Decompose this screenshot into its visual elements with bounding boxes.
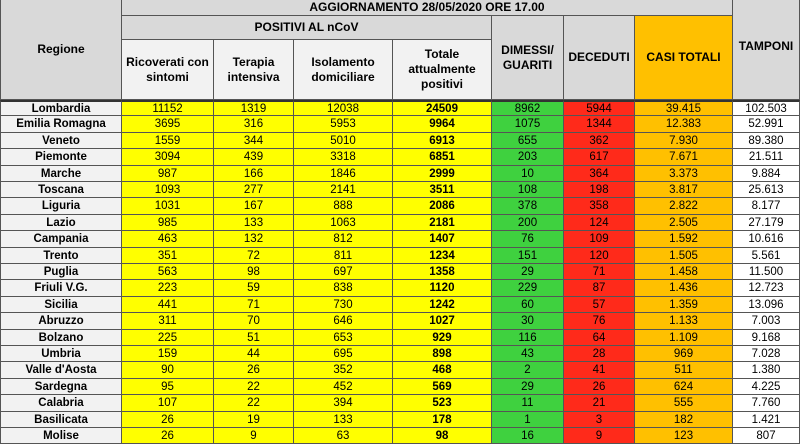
cell-casi: 1.505 — [635, 248, 733, 264]
header-positivi-group: POSITIVI AL nCoV — [122, 16, 492, 40]
region-name: Puglia — [0, 264, 122, 280]
region-name: Valle d'Aosta — [0, 362, 122, 379]
cell-ricoverati: 563 — [122, 264, 214, 280]
cell-tamponi: 7.003 — [733, 313, 800, 330]
cell-totale: 2086 — [393, 198, 492, 215]
cell-tamponi: 4.225 — [733, 379, 800, 395]
cell-tamponi: 8.177 — [733, 198, 800, 215]
cell-isolamento: 888 — [294, 198, 393, 215]
cell-totale: 1242 — [393, 297, 492, 313]
cell-totale: 523 — [393, 395, 492, 412]
cell-totale: 6851 — [393, 149, 492, 166]
cell-tamponi: 1.421 — [733, 412, 800, 428]
cell-totale: 98 — [393, 428, 492, 444]
cell-dimessi: 200 — [492, 215, 564, 231]
region-name: Piemonte — [0, 149, 122, 166]
cell-tamponi: 21.511 — [733, 149, 800, 166]
cell-deceduti: 198 — [564, 182, 635, 198]
cell-terapia: 1319 — [214, 100, 294, 116]
cell-totale: 898 — [393, 346, 492, 362]
cell-dimessi: 116 — [492, 330, 564, 346]
cell-deceduti: 3 — [564, 412, 635, 428]
region-name: Toscana — [0, 182, 122, 198]
cell-totale: 9964 — [393, 116, 492, 133]
header-terapia: Terapia intensiva — [214, 40, 294, 100]
cell-casi: 1.592 — [635, 231, 733, 248]
cell-dimessi: 29 — [492, 264, 564, 280]
cell-tamponi: 13.096 — [733, 297, 800, 313]
cell-ricoverati: 95 — [122, 379, 214, 395]
cell-ricoverati: 3094 — [122, 149, 214, 166]
cell-tamponi: 807 — [733, 428, 800, 444]
cell-isolamento: 5010 — [294, 133, 393, 149]
cell-dimessi: 43 — [492, 346, 564, 362]
cell-isolamento: 812 — [294, 231, 393, 248]
region-name: Trento — [0, 248, 122, 264]
cell-terapia: 166 — [214, 166, 294, 182]
cell-deceduti: 358 — [564, 198, 635, 215]
cell-ricoverati: 11152 — [122, 100, 214, 116]
region-name: Lazio — [0, 215, 122, 231]
cell-deceduti: 87 — [564, 280, 635, 297]
cell-tamponi: 11.500 — [733, 264, 800, 280]
header-totale: Totale attualmente positivi — [393, 40, 492, 100]
cell-dimessi: 2 — [492, 362, 564, 379]
cell-casi: 7.671 — [635, 149, 733, 166]
region-name: Basilicata — [0, 412, 122, 428]
cell-deceduti: 71 — [564, 264, 635, 280]
cell-isolamento: 452 — [294, 379, 393, 395]
cell-tamponi: 10.616 — [733, 231, 800, 248]
cell-terapia: 277 — [214, 182, 294, 198]
cell-ricoverati: 1031 — [122, 198, 214, 215]
region-name: Umbria — [0, 346, 122, 362]
header-ricoverati: Ricoverati con sintomi — [122, 40, 214, 100]
cell-deceduti: 9 — [564, 428, 635, 444]
cell-casi: 1.109 — [635, 330, 733, 346]
cell-totale: 1027 — [393, 313, 492, 330]
cell-deceduti: 76 — [564, 313, 635, 330]
cell-terapia: 9 — [214, 428, 294, 444]
cell-casi: 1.359 — [635, 297, 733, 313]
header-isolamento: Isolamento domiciliare — [294, 40, 393, 100]
cell-dimessi: 29 — [492, 379, 564, 395]
cell-tamponi: 7.760 — [733, 395, 800, 412]
cell-terapia: 98 — [214, 264, 294, 280]
cell-ricoverati: 441 — [122, 297, 214, 313]
cell-ricoverati: 351 — [122, 248, 214, 264]
cell-terapia: 72 — [214, 248, 294, 264]
cell-casi: 123 — [635, 428, 733, 444]
cell-totale: 1358 — [393, 264, 492, 280]
cell-deceduti: 5944 — [564, 100, 635, 116]
cell-dimessi: 229 — [492, 280, 564, 297]
cell-dimessi: 203 — [492, 149, 564, 166]
region-name: Lombardia — [0, 100, 122, 116]
cell-terapia: 22 — [214, 379, 294, 395]
header-casi-totali: CASI TOTALI — [635, 16, 733, 100]
cell-isolamento: 394 — [294, 395, 393, 412]
cell-isolamento: 12038 — [294, 100, 393, 116]
cell-terapia: 132 — [214, 231, 294, 248]
cell-isolamento: 695 — [294, 346, 393, 362]
cell-tamponi: 27.179 — [733, 215, 800, 231]
cell-casi: 511 — [635, 362, 733, 379]
cell-terapia: 70 — [214, 313, 294, 330]
cell-ricoverati: 107 — [122, 395, 214, 412]
cell-dimessi: 16 — [492, 428, 564, 444]
cell-deceduti: 28 — [564, 346, 635, 362]
cell-deceduti: 64 — [564, 330, 635, 346]
cell-tamponi: 12.723 — [733, 280, 800, 297]
cell-ricoverati: 26 — [122, 428, 214, 444]
cell-ricoverati: 26 — [122, 412, 214, 428]
cell-isolamento: 811 — [294, 248, 393, 264]
cell-tamponi: 9.168 — [733, 330, 800, 346]
cell-isolamento: 63 — [294, 428, 393, 444]
cell-dimessi: 108 — [492, 182, 564, 198]
cell-isolamento: 653 — [294, 330, 393, 346]
cell-dimessi: 30 — [492, 313, 564, 330]
cell-isolamento: 2141 — [294, 182, 393, 198]
cell-casi: 3.817 — [635, 182, 733, 198]
region-name: Campania — [0, 231, 122, 248]
cell-ricoverati: 987 — [122, 166, 214, 182]
region-name: Bolzano — [0, 330, 122, 346]
region-name: Sardegna — [0, 379, 122, 395]
region-name: Sicilia — [0, 297, 122, 313]
cell-terapia: 22 — [214, 395, 294, 412]
cell-totale: 3511 — [393, 182, 492, 198]
cell-dimessi: 10 — [492, 166, 564, 182]
cell-isolamento: 838 — [294, 280, 393, 297]
cell-dimessi: 60 — [492, 297, 564, 313]
region-name: Veneto — [0, 133, 122, 149]
cell-tamponi: 7.028 — [733, 346, 800, 362]
cell-totale: 1120 — [393, 280, 492, 297]
cell-totale: 929 — [393, 330, 492, 346]
cell-deceduti: 21 — [564, 395, 635, 412]
cell-terapia: 167 — [214, 198, 294, 215]
cell-ricoverati: 1559 — [122, 133, 214, 149]
cell-deceduti: 124 — [564, 215, 635, 231]
cell-casi: 1.133 — [635, 313, 733, 330]
cell-ricoverati: 90 — [122, 362, 214, 379]
cell-terapia: 44 — [214, 346, 294, 362]
cell-casi: 7.930 — [635, 133, 733, 149]
cell-totale: 6913 — [393, 133, 492, 149]
cell-casi: 555 — [635, 395, 733, 412]
header-deceduti: DECEDUTI — [564, 16, 635, 100]
cell-deceduti: 57 — [564, 297, 635, 313]
cell-deceduti: 120 — [564, 248, 635, 264]
cell-dimessi: 8962 — [492, 100, 564, 116]
cell-isolamento: 352 — [294, 362, 393, 379]
cell-casi: 1.458 — [635, 264, 733, 280]
cell-dimessi: 76 — [492, 231, 564, 248]
cell-totale: 468 — [393, 362, 492, 379]
cell-casi: 12.383 — [635, 116, 733, 133]
header-dimessi: DIMESSI/ GUARITI — [492, 16, 564, 100]
cell-isolamento: 5953 — [294, 116, 393, 133]
cell-ricoverati: 463 — [122, 231, 214, 248]
cell-ricoverati: 311 — [122, 313, 214, 330]
cell-deceduti: 1344 — [564, 116, 635, 133]
cell-tamponi: 89.380 — [733, 133, 800, 149]
cell-tamponi: 25.613 — [733, 182, 800, 198]
cell-terapia: 26 — [214, 362, 294, 379]
region-name: Abruzzo — [0, 313, 122, 330]
cell-totale: 178 — [393, 412, 492, 428]
cell-terapia: 439 — [214, 149, 294, 166]
region-name: Calabria — [0, 395, 122, 412]
cell-dimessi: 378 — [492, 198, 564, 215]
cell-casi: 2.822 — [635, 198, 733, 215]
cell-casi: 3.373 — [635, 166, 733, 182]
cell-deceduti: 364 — [564, 166, 635, 182]
cell-dimessi: 655 — [492, 133, 564, 149]
cell-ricoverati: 223 — [122, 280, 214, 297]
cell-deceduti: 109 — [564, 231, 635, 248]
region-name: Molise — [0, 428, 122, 444]
cell-deceduti: 617 — [564, 149, 635, 166]
region-name: Marche — [0, 166, 122, 182]
cell-totale: 2999 — [393, 166, 492, 182]
cell-tamponi: 102.503 — [733, 100, 800, 116]
cell-deceduti: 26 — [564, 379, 635, 395]
header-regione: Regione — [0, 0, 122, 100]
cell-isolamento: 3318 — [294, 149, 393, 166]
cell-isolamento: 646 — [294, 313, 393, 330]
cell-terapia: 133 — [214, 215, 294, 231]
cell-ricoverati: 159 — [122, 346, 214, 362]
cell-isolamento: 697 — [294, 264, 393, 280]
cell-dimessi: 11 — [492, 395, 564, 412]
cell-totale: 1234 — [393, 248, 492, 264]
cell-terapia: 71 — [214, 297, 294, 313]
update-banner: AGGIORNAMENTO 28/05/2020 ORE 17.00 — [122, 0, 733, 16]
cell-ricoverati: 225 — [122, 330, 214, 346]
cell-dimessi: 1075 — [492, 116, 564, 133]
cell-tamponi: 9.884 — [733, 166, 800, 182]
cell-casi: 39.415 — [635, 100, 733, 116]
cell-ricoverati: 3695 — [122, 116, 214, 133]
cell-tamponi: 5.561 — [733, 248, 800, 264]
cell-isolamento: 133 — [294, 412, 393, 428]
cell-terapia: 51 — [214, 330, 294, 346]
cell-deceduti: 41 — [564, 362, 635, 379]
cell-totale: 1407 — [393, 231, 492, 248]
cell-totale: 24509 — [393, 100, 492, 116]
cell-casi: 1.436 — [635, 280, 733, 297]
cell-terapia: 59 — [214, 280, 294, 297]
cell-totale: 2181 — [393, 215, 492, 231]
cell-ricoverati: 1093 — [122, 182, 214, 198]
region-name: Liguria — [0, 198, 122, 215]
region-name: Emilia Romagna — [0, 116, 122, 133]
cell-isolamento: 1063 — [294, 215, 393, 231]
cell-terapia: 344 — [214, 133, 294, 149]
cell-terapia: 316 — [214, 116, 294, 133]
cell-dimessi: 1 — [492, 412, 564, 428]
cell-ricoverati: 985 — [122, 215, 214, 231]
cell-casi: 624 — [635, 379, 733, 395]
cell-casi: 969 — [635, 346, 733, 362]
region-name: Friuli V.G. — [0, 280, 122, 297]
cell-casi: 2.505 — [635, 215, 733, 231]
cell-deceduti: 362 — [564, 133, 635, 149]
cell-casi: 182 — [635, 412, 733, 428]
header-tamponi: TAMPONI — [733, 0, 800, 100]
cell-tamponi: 52.991 — [733, 116, 800, 133]
cell-tamponi: 1.380 — [733, 362, 800, 379]
cell-dimessi: 151 — [492, 248, 564, 264]
cell-terapia: 19 — [214, 412, 294, 428]
cell-totale: 569 — [393, 379, 492, 395]
cell-isolamento: 1846 — [294, 166, 393, 182]
cell-isolamento: 730 — [294, 297, 393, 313]
